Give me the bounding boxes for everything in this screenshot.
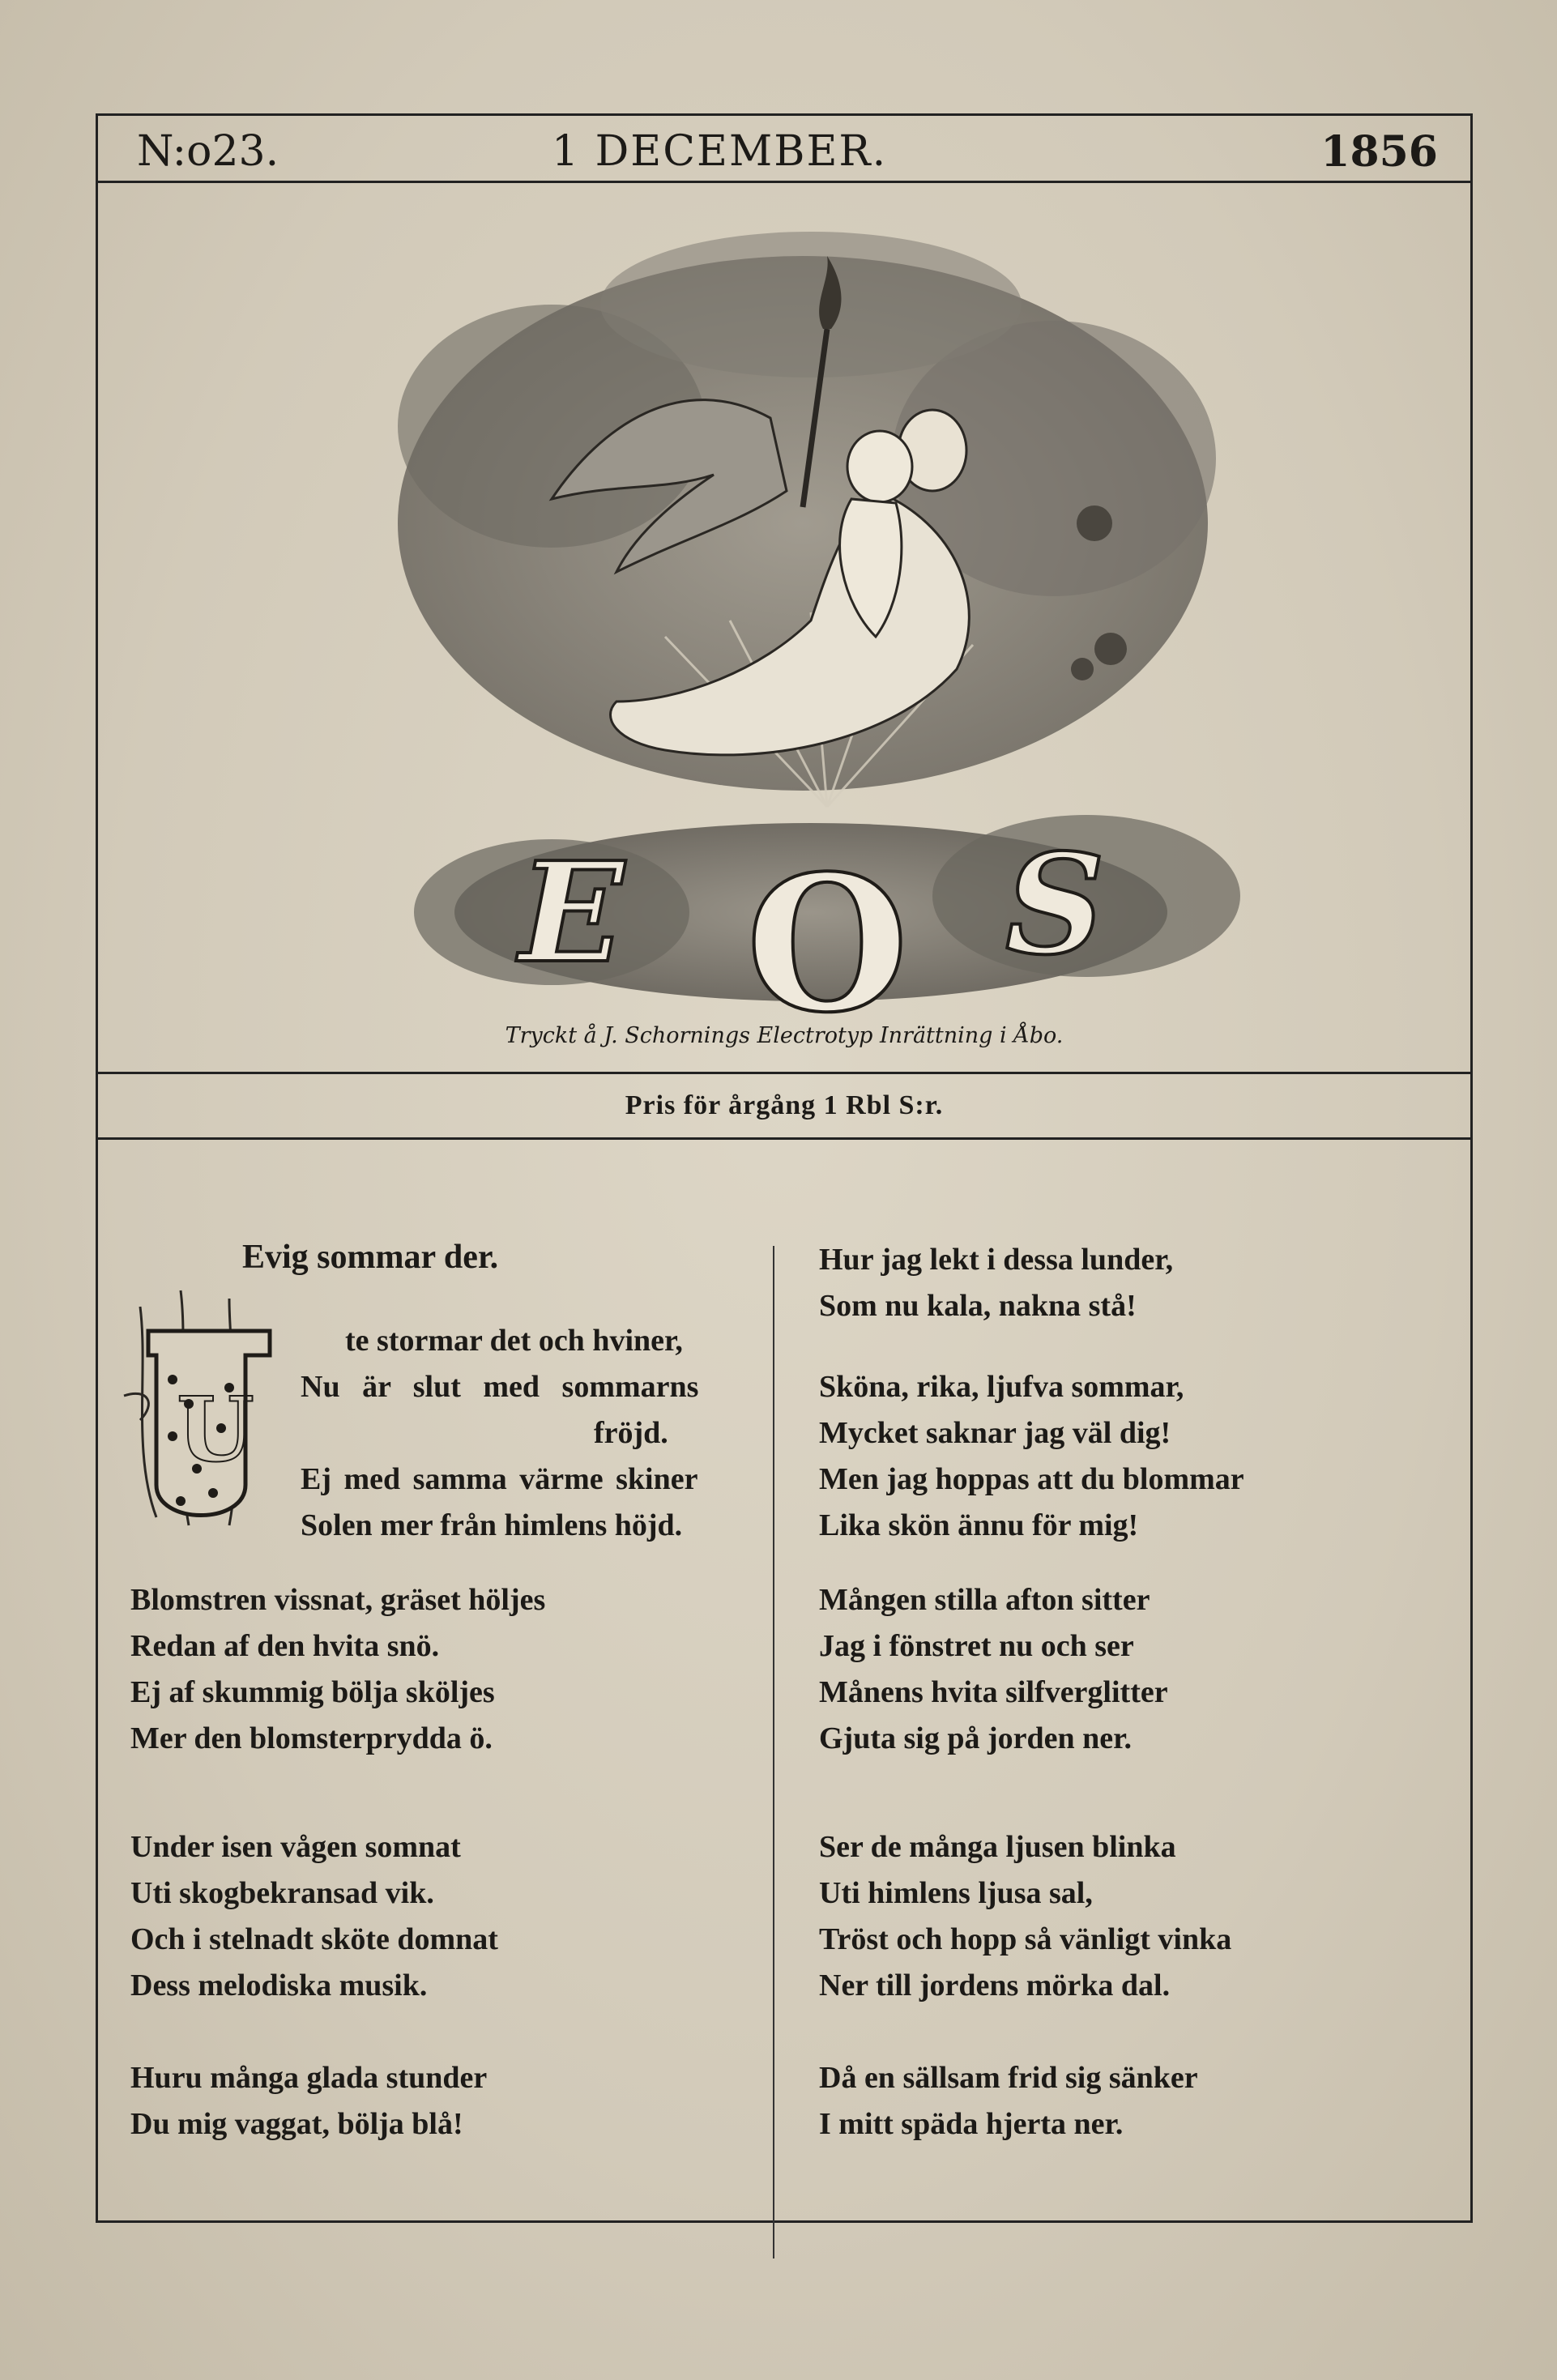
poem-line-left-13: Dess melodiska musik. [130, 1968, 428, 2003]
poem-line-right-15: Då en sällsam frid sig sänker [819, 2061, 1198, 2095]
drop-cap-letter: U [177, 1377, 254, 1482]
poem-line-left-9: Mer den blomsterprydda ö. [130, 1721, 493, 1755]
masthead-letter-s: S [1005, 824, 1105, 986]
poem-line-right-4: Mycket saknar jag väl dig! [819, 1416, 1171, 1450]
poem-title: Evig sommar der. [242, 1239, 499, 1276]
column-divider [773, 1246, 774, 2258]
poem-line-right-10: Gjuta sig på jorden ner. [819, 1721, 1133, 1755]
poem-line-left-2: Nu är slut med sommarns [301, 1370, 699, 1404]
poem-line-left-10: Under isen vågen somnat [130, 1830, 461, 1864]
poem-line-left-7: Redan af den hvita snö. [130, 1629, 440, 1663]
poem-line-right-16: I mitt späda hjerta ner. [819, 2107, 1124, 2141]
poem-line-left-8: Ej af skummig bölja sköljes [130, 1675, 495, 1709]
poem-line-left-11: Uti skogbekransad vik. [130, 1876, 434, 1910]
poem-line-right-2: Som nu kala, nakna stå! [819, 1289, 1137, 1323]
poem-line-left-6: Blomstren vissnat, gräset höljes [130, 1583, 546, 1617]
poem-line-left-4: Ej med samma värme skiner [301, 1462, 698, 1496]
poem-line-right-5: Men jag hoppas att du blommar [819, 1462, 1244, 1496]
poem-line-left-1: te stormar det och hviner, [345, 1324, 683, 1358]
poem-line-right-6: Lika skön ännu för mig! [819, 1508, 1139, 1542]
poem-line-left-3: fröjd. [594, 1416, 668, 1450]
issue-year: 1856 [1320, 127, 1438, 177]
poem-line-right-12: Uti himlens ljusa sal, [819, 1876, 1093, 1910]
poem-line-left-15: Du mig vaggat, bölja blå! [130, 2107, 463, 2141]
angel-illustration [98, 183, 1470, 1026]
page-frame [96, 113, 1473, 2223]
poem-line-right-11: Ser de många ljusen blinka [819, 1830, 1176, 1864]
poem-line-right-7: Mången stilla afton sitter [819, 1583, 1150, 1617]
poem-line-left-14: Huru många glada stunder [130, 2061, 488, 2095]
poem-line-left-5: Solen mer från himlens höjd. [301, 1508, 683, 1542]
masthead-header [98, 116, 1470, 183]
poem-line-right-8: Jag i fönstret nu och ser [819, 1629, 1134, 1663]
poem-line-right-9: Månens hvita silfverglitter [819, 1675, 1168, 1709]
poem-line-right-3: Sköna, rika, ljufva sommar, [819, 1370, 1184, 1404]
poem-line-right-14: Ner till jordens mörka dal. [819, 1968, 1171, 2003]
issue-number: N:o23. [137, 127, 279, 176]
issue-date: 1 DECEMBER. [552, 127, 888, 176]
drop-cap-ornament [108, 1274, 286, 1542]
printer-credit: Tryckt å J. Schornings Electrotyp Inrättning i Åbo. [505, 1023, 1064, 1048]
poem-line-right-13: Tröst och hopp så vänligt vinka [819, 1922, 1232, 1956]
poem-line-left-12: Och i stelnadt sköte domnat [130, 1922, 498, 1956]
masthead-letter-e: E [519, 832, 625, 994]
poem-line-right-1: Hur jag lekt i dessa lunder, [819, 1243, 1174, 1277]
subscription-price: Pris för årgång 1 Rbl S:r. [98, 1072, 1470, 1140]
masthead-letter-o: O [746, 835, 909, 1026]
masthead-illustration [98, 183, 1470, 1072]
